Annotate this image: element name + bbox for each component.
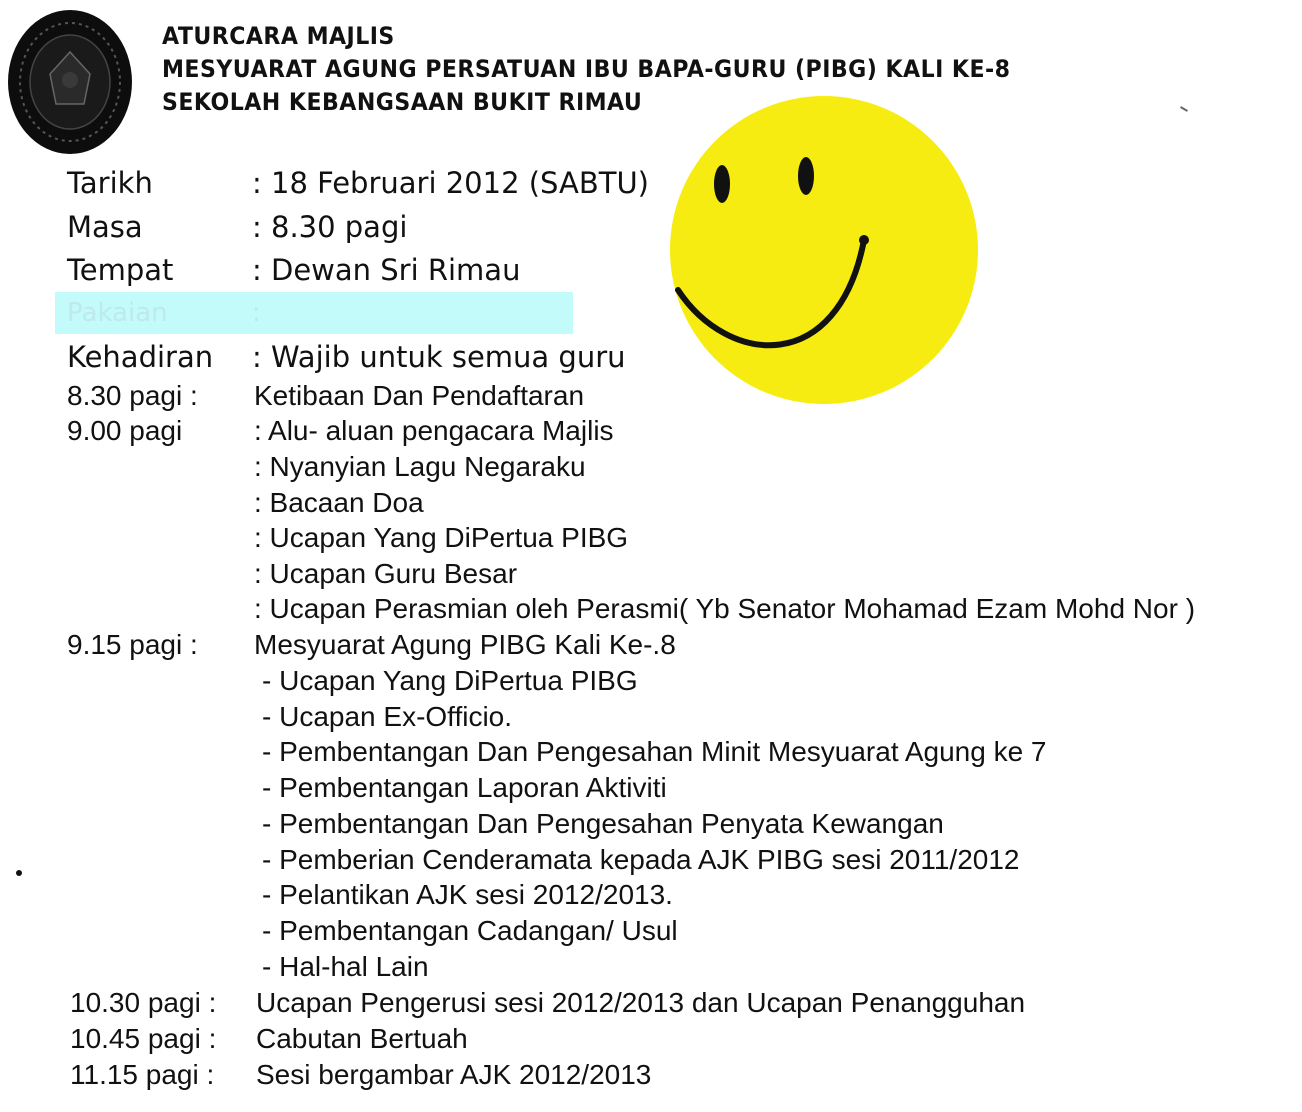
agenda-subitem: - Pembentangan Dan Pengesahan Minit Mesyuarat Agung ke 7 xyxy=(262,736,1047,767)
smiley-face-icon xyxy=(668,94,980,406)
schedule-item-900: : Ucapan Yang DiPertua PIBG xyxy=(254,522,629,553)
header-school-name: SEKOLAH KEBANGSAAN BUKIT RIMAU xyxy=(162,88,643,116)
agenda-subitem: - Pelantikan AJK sesi 2012/2013. xyxy=(262,879,673,910)
tarikh-value: : 18 Februari 2012 (SABTU) xyxy=(252,166,649,200)
schedule-item-1030: Ucapan Pengerusi sesi 2012/2013 dan Ucapan Penangguhan xyxy=(256,987,1026,1018)
schedule-item-1045: Cabutan Bertuah xyxy=(256,1023,468,1054)
schedule-time-1030: 10.30 pagi : xyxy=(70,987,217,1018)
tempat-label: Tempat xyxy=(67,253,174,287)
agenda-subitem: - Pemberian Cenderamata kepada AJK PIBG sesi 2011/2012 xyxy=(262,844,1020,875)
school-seal-icon xyxy=(6,4,134,154)
schedule-time-1115: 11.15 pagi : xyxy=(70,1059,215,1090)
header-title: ATURCARA MAJLIS xyxy=(162,22,395,50)
schedule-time-900: 9.00 pagi xyxy=(67,415,183,446)
schedule-item-1115: Sesi bergambar AJK 2012/2013 xyxy=(256,1059,652,1090)
schedule-time-830: 8.30 pagi : xyxy=(67,380,198,411)
scan-speck xyxy=(16,870,22,876)
schedule-item-900: : Ucapan Guru Besar xyxy=(254,558,518,589)
agenda-subitem: - Pembentangan Cadangan/ Usul xyxy=(262,915,678,946)
agenda-subitem: - Ucapan Ex-Officio. xyxy=(262,701,513,732)
agenda-subitem: - Pembentangan Dan Pengesahan Penyata Kewangan xyxy=(262,808,944,839)
kehadiran-label: Kehadiran xyxy=(67,340,214,374)
schedule-item-900: : Bacaan Doa xyxy=(254,487,424,518)
schedule-item-900: : Alu- aluan pengacara Majlis xyxy=(254,415,614,446)
masa-label: Masa xyxy=(67,210,143,244)
schedule-time-915: 9.15 pagi : xyxy=(67,629,198,660)
header-meeting-title: MESYUARAT AGUNG PERSATUAN IBU BAPA-GURU (PIBG) KALI KE-8 xyxy=(162,55,1011,83)
schedule-item-900: : Nyanyian Lagu Negaraku xyxy=(254,451,586,482)
agenda-subitem: - Pembentangan Laporan Aktiviti xyxy=(262,772,667,803)
tempat-value: : Dewan Sri Rimau xyxy=(252,253,521,287)
schedule-item-915: Mesyuarat Agung PIBG Kali Ke-.8 xyxy=(254,629,676,660)
scan-speck xyxy=(1180,106,1188,112)
kehadiran-value: : Wajib untuk semua guru xyxy=(252,340,626,374)
agenda-subitem: - Ucapan Yang DiPertua PIBG xyxy=(262,665,638,696)
masa-value: : 8.30 pagi xyxy=(252,210,408,244)
pakaian-value: : xyxy=(252,298,261,328)
schedule-item-830: Ketibaan Dan Pendaftaran xyxy=(254,380,585,411)
agenda-subitem: - Hal-hal Lain xyxy=(262,951,429,982)
tarikh-label: Tarikh xyxy=(67,166,153,200)
schedule-time-1045: 10.45 pagi : xyxy=(70,1023,217,1054)
pakaian-label: Pakaian xyxy=(67,298,168,328)
schedule-item-900: : Ucapan Perasmian oleh Perasmi( Yb Senator Mohamad Ezam Mohd Nor ) xyxy=(254,593,1196,624)
